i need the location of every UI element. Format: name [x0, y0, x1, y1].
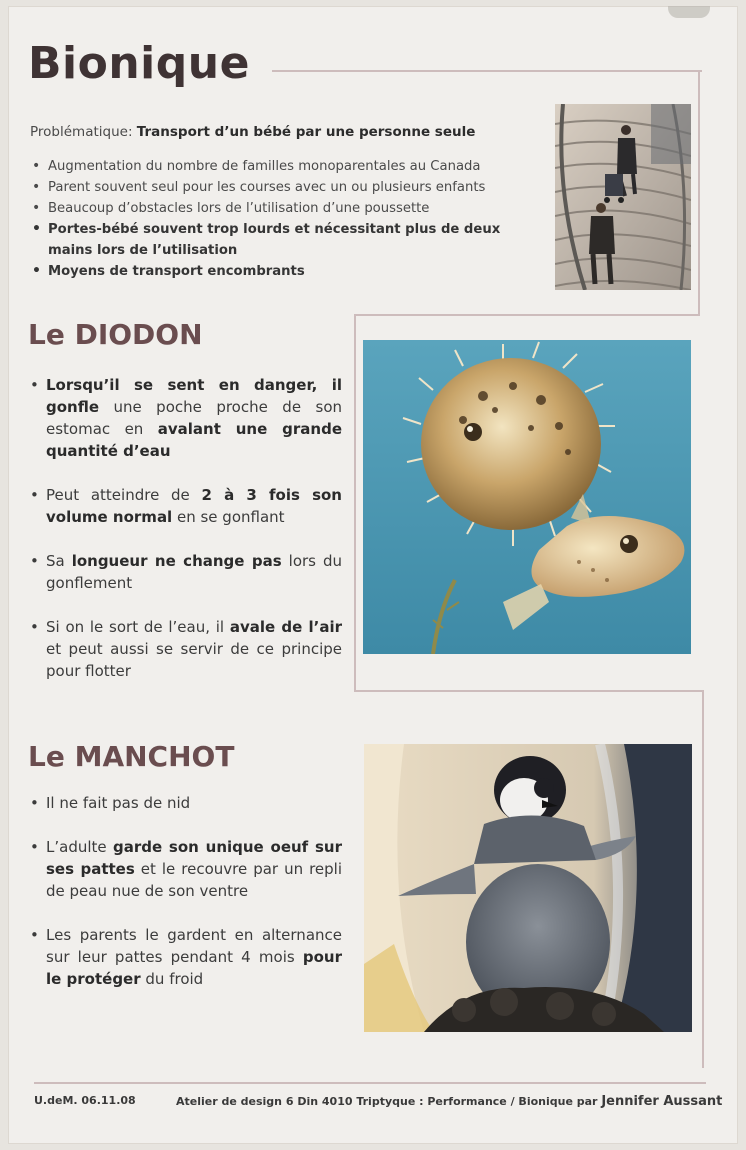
diodon-text: 2 à 3 fois son volume normal — [46, 486, 342, 526]
page-title: Bionique — [28, 38, 250, 89]
pufferfish-photo — [363, 340, 691, 654]
diodon-item — [30, 550, 342, 594]
footer-course-text: Atelier de design 6 Din 4010 Triptyque : Performance / Bionique par — [176, 1095, 598, 1108]
frame-rule — [354, 690, 704, 692]
manchot-text: Il ne fait pas de nid — [46, 794, 191, 812]
manchot-list — [30, 792, 342, 1012]
frame-rule — [354, 314, 700, 316]
manchot-text: Les parents le gardent en alternance sur leur pattes pendant 4 mois — [46, 926, 342, 966]
intro-item: • Portes-bébé souvent trop lourds et nécessitant plus de deux mains lors de l’utilisation — [30, 219, 520, 261]
pin-shadow — [668, 6, 710, 18]
manchot-heading: Le MANCHOT — [28, 740, 235, 773]
footer-rule — [34, 1082, 706, 1084]
diodon-item — [30, 484, 342, 528]
diodon-text: et peut aussi se servir de ce principe pour flotter — [46, 640, 342, 680]
title-rule — [272, 70, 702, 72]
diodon-text: lors du gonflement — [46, 552, 342, 592]
penguin-photo — [364, 744, 692, 1032]
manchot-text: garde son unique oeuf sur ses pattes — [46, 838, 343, 878]
diodon-text: Peut atteindre de — [46, 486, 202, 504]
footer-course — [176, 1094, 722, 1109]
manchot-item — [30, 836, 342, 902]
stairs-photo — [555, 104, 691, 290]
diodon-text: Si on le sort de l’eau, il — [46, 618, 230, 636]
intro-item: • Parent souvent seul pour les courses avec un ou plusieurs enfants — [30, 177, 520, 198]
problem-text: Transport d’un bébé par une personne seule — [136, 124, 476, 140]
frame-rule — [354, 314, 356, 692]
diodon-list — [30, 374, 342, 704]
manchot-text: et le recouvre par un repli de peau nue de son ventre — [46, 860, 342, 900]
frame-rule — [698, 70, 700, 316]
manchot-text: pour le protéger — [46, 948, 342, 988]
intro-item: • Beaucoup d’obstacles lors de l’utilisation d’une poussette — [30, 198, 520, 219]
diodon-text: longueur ne change pas — [71, 552, 282, 570]
footer-author: Jennifer Aussant — [601, 1094, 723, 1109]
diodon-text: avalant une grande quantité d’eau — [46, 420, 342, 460]
diodon-item — [30, 374, 342, 462]
diodon-text: Lorsqu’il se sent en danger, il gonfle — [46, 376, 342, 416]
manchot-text: L’adulte — [46, 838, 113, 856]
intro-list — [30, 156, 520, 282]
footer-date: U.deM. 06.11.08 — [34, 1094, 136, 1107]
diodon-text: en se gonflant — [172, 508, 285, 526]
intro-item: • Moyens de transport encombrants — [30, 261, 520, 282]
manchot-item — [30, 792, 342, 814]
intro-item: • Augmentation du nombre de familles monoparentales au Canada — [30, 156, 520, 177]
manchot-item — [30, 924, 342, 990]
diodon-text: Sa — [46, 552, 72, 570]
diodon-text: avale de l’air — [229, 618, 342, 636]
poster — [8, 6, 738, 1144]
manchot-text: du froid — [140, 970, 204, 988]
diodon-item — [30, 616, 342, 682]
diodon-heading: Le DIODON — [28, 318, 203, 351]
problem-statement — [30, 124, 475, 140]
problem-label: Problématique: — [30, 124, 133, 140]
diodon-text: une poche proche de son estomac en — [46, 398, 342, 438]
frame-rule — [702, 690, 704, 1068]
